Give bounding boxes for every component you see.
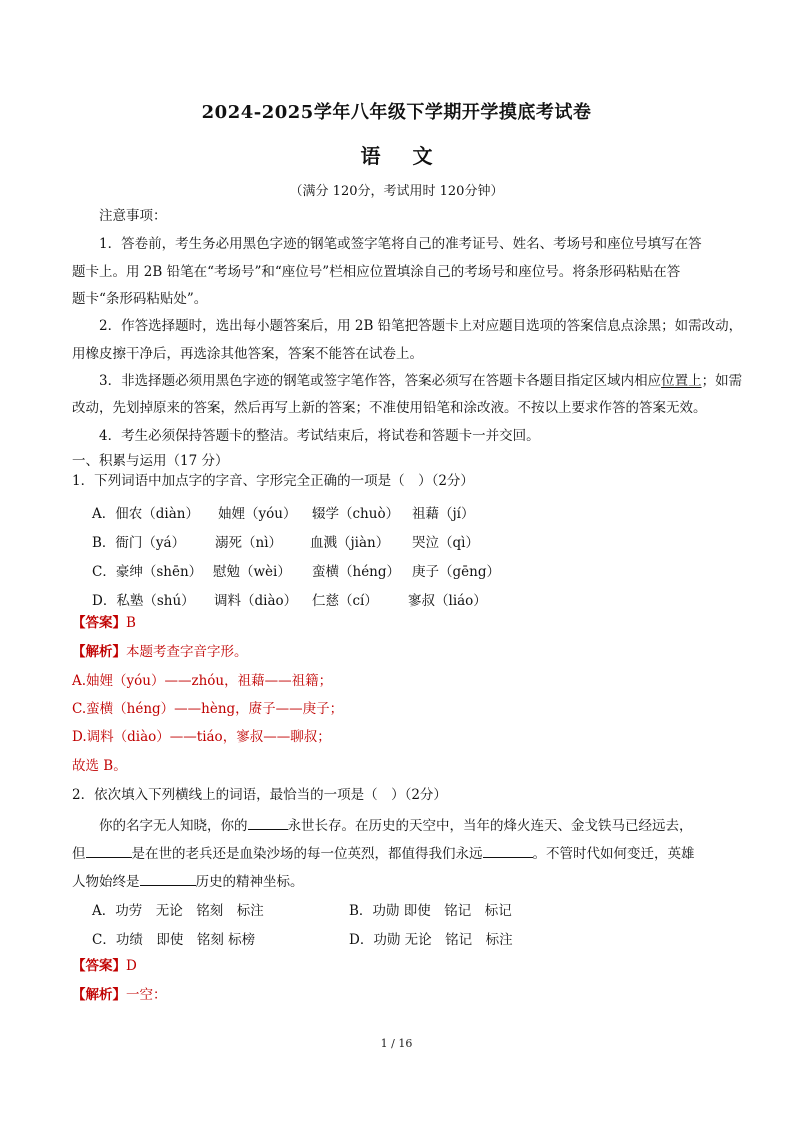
q1-option-c-4: 庚子（gēng） — [412, 564, 500, 580]
q1-option-b-1: B．衙门（yá） — [92, 535, 186, 551]
q2-passage-line2: 但 是在世的老兵还是血染沙场的每一位英烈，都值得我们永远 。不管时代如何变迁，英雄 — [72, 843, 695, 863]
q2-option-c: C．功绩 即使 铭刻 标榜 — [92, 932, 256, 948]
notice-item2-line2: 用橡皮擦干净后，再选涂其他答案，答案不能答在试卷上。 — [72, 346, 423, 362]
q2-stem: 2．依次填入下列横线上的词语，最恰当的一项是（ ）（2分） — [72, 787, 447, 803]
blank-4 — [140, 871, 196, 886]
notice-item1-line3: 题卡“条形码粘贴处”。 — [72, 291, 208, 307]
q1-analysis-c: C.蛮横（héng）——hèng，赓子——庚子； — [72, 701, 344, 717]
q1-option-a-2: 妯娌（yóu） — [218, 506, 297, 522]
q1-analysis-a: A.妯娌（yóu）——zhóu，祖藉——祖籍； — [72, 673, 333, 689]
page-number: 1 / 16 — [380, 1037, 413, 1050]
q1-analysis-d: D.调料（diào）——tiáo，寥叔——聊叔； — [72, 729, 331, 745]
section1-heading: 一、积累与运用（17 分） — [72, 453, 229, 469]
q1-option-d-1: D．私塾（shú） — [92, 593, 195, 609]
q1-option-a-4: 祖藉（jí） — [412, 506, 475, 522]
subject-title: 语 文 — [360, 144, 433, 168]
q1-option-a-3: 辍学（chuò） — [312, 506, 400, 522]
q1-option-c-3: 蛮横（héng） — [312, 564, 401, 580]
notice-item3-line1: 3．非选择题必须用黑色字迹的钢笔或签字笔作答，答案必须写在答题卡各题目指定区域内相应位置上；如需 — [99, 373, 743, 389]
q1-option-b-3: 血溅（jiàn） — [310, 535, 390, 551]
q1-stem: 1．下列词语中加点字的字音、字形完全正确的一项是（ ）（2分） — [72, 473, 474, 489]
q2-passage-line1: 你的名字无人知晓，你的 永世长存。在历史的天空中，当年的烽火连天、金戈铁马已经远去， — [99, 815, 693, 835]
q1-answer: 【答案】B — [72, 615, 136, 631]
q2-answer: 【答案】D — [72, 958, 137, 974]
blank-3 — [483, 843, 533, 858]
blank-1 — [248, 815, 288, 830]
q1-analysis: 【解析】本题考查字音字形。 — [72, 644, 248, 660]
notice-item2-line1: 2．作答选择题时，选出每小题答案后，用 2B 铅笔把答题卡上对应题目选项的答案信息点涂黑；如需改动， — [99, 318, 743, 334]
q1-option-b-2: 溺死（nì） — [215, 535, 283, 551]
notice-item4: 4．考生必须保持答题卡的整洁。考试结束后，将试卷和答题卡一并交回。 — [99, 428, 540, 444]
q1-option-d-3: 仁慈（cí） — [312, 593, 378, 609]
q2-option-a: A．功劳 无论 铭刻 标注 — [92, 903, 264, 919]
notice-item1-line2: 题卡上。用 2B 铅笔在“考场号”和“座位号”栏相应位置填涂自己的考场号和座位号。将条形码粘贴在答 — [72, 264, 681, 280]
notice-item3-line2: 改动，先划掉原来的答案，然后再写上新的答案；不准使用铅笔和涂改液。不按以上要求作答的答案无效。 — [72, 400, 707, 416]
q1-option-b-4: 哭泣（qì） — [412, 535, 479, 551]
blank-2 — [86, 843, 132, 858]
notice-item1-line1: 1．答卷前，考生务必用黑色字迹的钢笔或签字笔将自己的准考证号、姓名、考场号和座位号填写在答 — [99, 236, 702, 252]
q1-conclusion: 故选 B。 — [72, 758, 127, 774]
q1-option-d-2: 调料（diào） — [214, 593, 298, 609]
score-note: （满分 120分，考试用时 120分钟） — [289, 184, 504, 199]
q2-option-b: B．功勋 即使 铭记 标记 — [349, 903, 512, 919]
notice-heading: 注意事项： — [99, 208, 167, 224]
q1-option-a-1: A．佃农（diàn） — [92, 506, 199, 522]
q2-passage-line3: 人物始终是 历史的精神坐标。 — [72, 871, 304, 891]
q2-option-d: D．功勋 无论 铭记 标注 — [349, 932, 513, 948]
q1-option-d-4: 寥叔（liáo） — [408, 593, 487, 609]
q1-option-c-1: C．豪绅（shēn） — [92, 564, 203, 580]
q2-analysis: 【解析】一空： — [72, 987, 167, 1003]
exam-title: 2024-2025学年八年级下学期开学摸底考试卷 — [201, 102, 592, 123]
q1-option-c-2: 慰勉（wèi） — [213, 564, 291, 580]
